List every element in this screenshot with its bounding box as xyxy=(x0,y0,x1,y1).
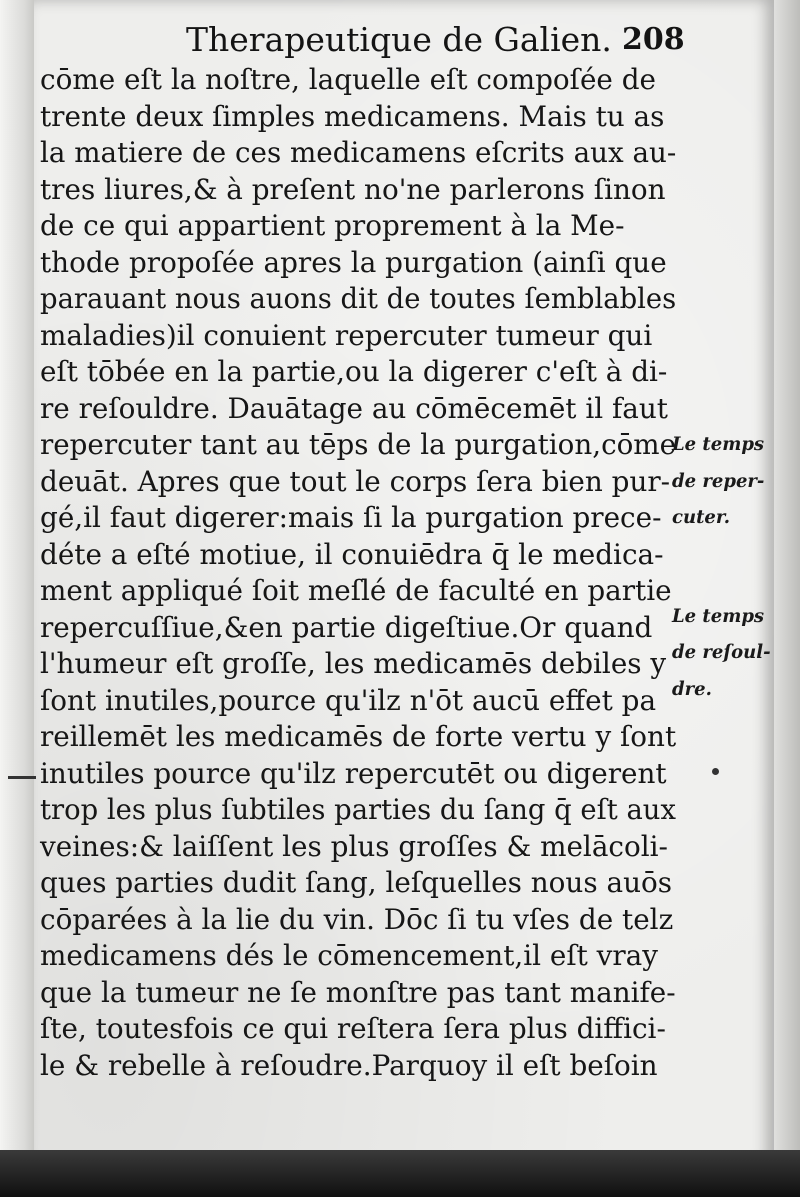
text-line: thode propoſée apres la purgation (ainſi que xyxy=(40,245,667,279)
margin-note-resouldre xyxy=(672,598,790,708)
text-line: ſont inutiles,pource qu'ilz n'ōt aucū effet pa xyxy=(40,683,657,717)
text-line: cōme eſt la noſtre, laquelle eſt compoſée de xyxy=(40,63,657,96)
text-line: repercuſſiue,&en partie digeſtiue.Or quand xyxy=(40,610,653,644)
text-line: cōparées à la lie du vin. Dōc ſi tu vſes de telz xyxy=(40,902,674,936)
text-line: veines:& laiſſent les plus groſſes & melācoli- xyxy=(40,829,668,863)
margin-note-line: cuter. xyxy=(672,506,731,528)
text-line: que la tumeur ne ſe monſtre pas tant manife- xyxy=(40,975,676,1009)
text-line: l'humeur eſt groſſe, les medicamēs debiles y xyxy=(40,647,667,680)
text-line: gé,il faut digerer:mais ſi la purgation prece- xyxy=(40,501,662,534)
margin-note-repercuter xyxy=(672,426,790,536)
text-line: trente deux ſimples medicamens. Mais tu as xyxy=(40,99,665,133)
text-line: ment appliqué ſoit meſlé de faculté en partie xyxy=(40,574,672,607)
text-line: trop les plus ſubtiles parties du ſang q̄ eſt aux xyxy=(40,793,676,826)
text-line: de ce qui appartient proprement à la Me- xyxy=(40,209,625,242)
text-line: re reſouldre. Dauātage au cōmēcemēt il faut xyxy=(40,391,668,425)
text-line: déte a eſté motiue, il conuiēdra q̄ le medica- xyxy=(40,537,664,571)
ink-dot xyxy=(712,768,719,775)
margin-note-line: Le temps xyxy=(672,604,765,627)
bottom-shadow xyxy=(0,1150,800,1197)
margin-notes xyxy=(672,426,790,769)
text-line: le & rebelle à reſoudre.Parquoy il eſt beſoin xyxy=(40,1048,658,1082)
text-line: maladies)il conuient repercuter tumeur qui xyxy=(40,318,653,352)
text-line: medicamens dés le cōmencement,il eſt vray xyxy=(40,939,659,972)
text-line: parauant nous auons dit de toutes ſemblables xyxy=(40,282,677,315)
text-line: ſte, toutesfois ce qui reſtera ſera plus diffici- xyxy=(40,1012,666,1045)
text-line: tres liures,& à preſent no'ne parlerons ſinon xyxy=(40,172,666,206)
page-number: 208 xyxy=(622,22,685,57)
margin-note-line: de reſoul- xyxy=(672,641,771,663)
body-text xyxy=(40,62,680,1084)
text-line: deuāt. Apres que tout le corps ſera bien pur- xyxy=(40,464,671,498)
ink-mark xyxy=(8,776,36,779)
margin-note-line: Le temps xyxy=(672,433,765,455)
text-line: inutiles pource qu'ilz repercutēt ou digerent xyxy=(40,756,667,790)
left-page-edge xyxy=(0,0,34,1197)
text-line: repercuter tant au tēps de la purgation,cōme xyxy=(40,428,677,461)
text-line: la matiere de ces medicamens eſcrits aux au- xyxy=(40,136,677,169)
text-line: eſt tōbée en la partie,ou la digerer c'eſt à di- xyxy=(40,355,668,388)
text-line: ques parties dudit ſang, leſquelles nous auōs xyxy=(40,866,673,899)
text-line: reillemēt les medicamēs de forte vertu y ſont xyxy=(40,720,677,753)
margin-note-line: de reper- xyxy=(672,469,765,492)
running-title: Therapeutique de Galien. xyxy=(186,20,612,59)
margin-note-line: dre. xyxy=(672,677,712,700)
